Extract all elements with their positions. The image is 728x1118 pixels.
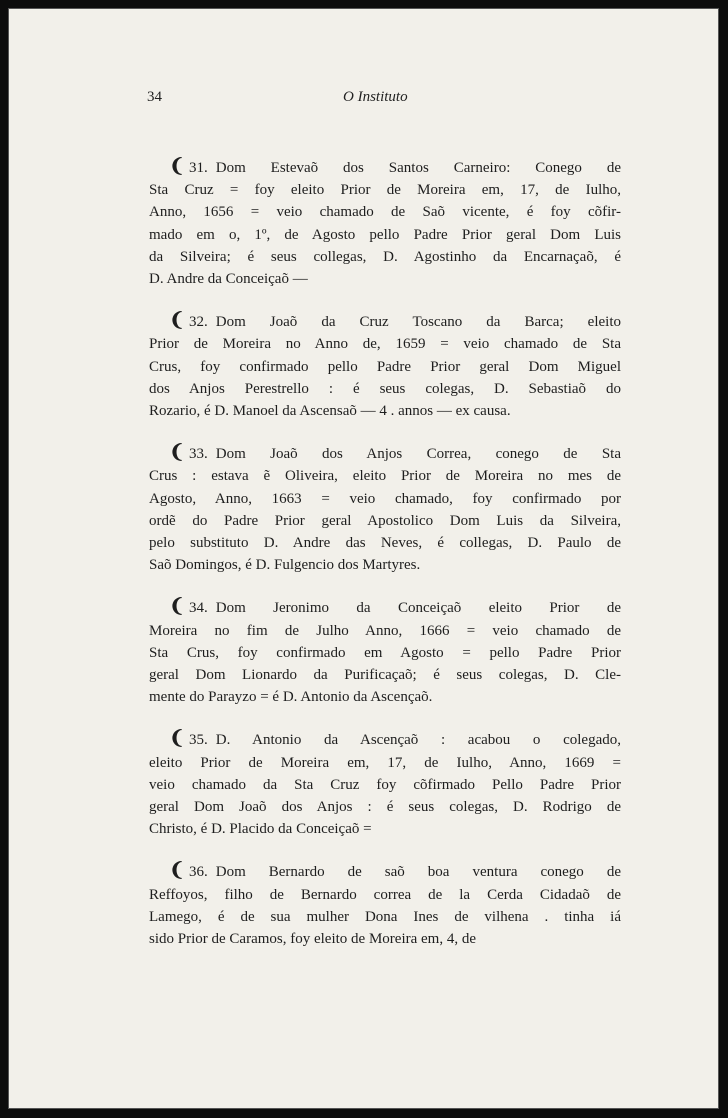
text-line <box>149 686 621 708</box>
line-text: Saõ Domingos, é D. Fulgencio dos Martyres. <box>149 557 421 574</box>
entry-number: 34. <box>189 600 208 617</box>
line-text: Crus, foy confirmado pello Padre Prior geral Dom Miguel <box>149 358 621 375</box>
line-text: geral Dom Lionardo da Purificaçaõ; é seus colegas, D. Cle- <box>149 667 621 684</box>
entry-paragraph <box>149 443 621 576</box>
text-line <box>149 597 621 619</box>
text-line <box>149 884 621 906</box>
text-line <box>149 774 621 796</box>
text-line <box>149 488 621 510</box>
line-text: D. Andre da Conceiçaõ — <box>149 271 308 288</box>
paragraph-mark-icon: ❨ <box>169 442 185 464</box>
body-text <box>149 157 621 971</box>
text-line <box>149 861 621 883</box>
line-text: ordẽ do Padre Prior geral Apostolico Dom Luis da Silveira, <box>149 512 621 529</box>
entry-paragraph <box>149 311 621 422</box>
page-header <box>147 89 617 111</box>
line-text: Lamego, é de sua mulher Dona Ines de vilhena . tinha iá <box>149 908 621 925</box>
line-text: mente do Parayzo = é D. Antonio da Ascençaõ. <box>149 689 433 706</box>
entry-number: 31. <box>189 160 208 176</box>
line-text: Dom Joaõ da Cruz Toscano da Barca; eleito <box>215 314 621 331</box>
line-text: Dom Jeronimo da Conceiçaõ eleito Prior de <box>215 600 621 617</box>
line-text: Reffoyos, filho de Bernardo correa de la Cerda Cidadaõ de <box>149 886 621 903</box>
entry-number: 32. <box>189 314 208 331</box>
line-text: Sta Crus, foy confirmado em Agosto = pello Padre Prior <box>149 644 621 661</box>
text-line <box>149 818 621 840</box>
text-line <box>149 532 621 554</box>
line-text: Dom Bernardo de saõ boa ventura conego de <box>215 864 621 881</box>
entry-paragraph <box>149 861 621 950</box>
text-line <box>149 246 621 268</box>
running-title: O Instituto <box>343 89 408 105</box>
line-text: mado em o, 1º, de Agosto pello Padre Prior geral Dom Luis <box>149 226 621 243</box>
text-line <box>149 157 621 179</box>
paragraph-mark-icon: ❨ <box>169 728 185 750</box>
text-line <box>149 752 621 774</box>
paragraph-mark-icon: ❨ <box>169 310 185 332</box>
line-text: Crus : estava ẽ Oliveira, eleito Prior de Moreira no mes de <box>149 468 621 485</box>
entry-number: 33. <box>189 446 208 463</box>
line-text: Agosto, Anno, 1663 = veio chamado, foy confirmado por <box>149 490 621 507</box>
text-line <box>149 906 621 928</box>
line-text: Prior de Moreira no Anno de, 1659 = veio chamado de Sta <box>149 336 621 353</box>
entry-paragraph <box>149 597 621 708</box>
line-text: dos Anjos Perestrello : é seus colegas, D. Sebastiaõ do <box>149 380 621 397</box>
page-number: 34 <box>147 89 162 105</box>
line-text: geral Dom Joaõ dos Anjos : é seus colegas, D. Rodrigo de <box>149 799 621 816</box>
text-line <box>149 400 621 422</box>
line-text: Moreira no fim de Julho Anno, 1666 = veio chamado de <box>149 622 621 639</box>
line-text: pelo substituto D. Andre das Neves, é collegas, D. Paulo de <box>149 535 621 552</box>
paragraph-mark-icon: ❨ <box>169 860 185 882</box>
line-text: Christo, é D. Placido da Conceiçaõ = <box>149 821 372 838</box>
text-line <box>149 356 621 378</box>
text-line <box>149 620 621 642</box>
text-line <box>149 510 621 532</box>
text-line <box>149 268 621 290</box>
line-text: sido Prior de Caramos, foy eleito de Moreira em, 4, de <box>149 931 476 948</box>
entry-number: 35. <box>189 732 208 749</box>
text-line <box>149 642 621 664</box>
text-line <box>149 729 621 751</box>
text-line <box>149 465 621 487</box>
line-text: Sta Cruz = foy eleito Prior de Moreira em, 17, de Iulho, <box>149 182 621 199</box>
text-line <box>149 928 621 950</box>
text-line <box>149 554 621 576</box>
text-line <box>149 333 621 355</box>
entry-paragraph <box>149 729 621 840</box>
paragraph-mark-icon: ❨ <box>169 156 185 177</box>
line-text: Dom Joaõ dos Anjos Correa, conego de Sta <box>215 446 621 463</box>
text-line <box>149 443 621 465</box>
text-line <box>149 378 621 400</box>
text-line <box>149 224 621 246</box>
line-text: D. Antonio da Ascençaõ : acabou o colegado, <box>215 732 621 749</box>
line-text: Dom Estevaõ dos Santos Carneiro: Conego de <box>215 160 621 176</box>
text-line <box>149 201 621 223</box>
entry-number: 36. <box>189 864 208 881</box>
text-line <box>149 664 621 686</box>
text-line <box>149 311 621 333</box>
text-line <box>149 179 621 201</box>
paragraph-mark-icon: ❨ <box>169 596 185 618</box>
line-text: veio chamado da Sta Cruz foy cõfirmado Pello Padre Prior <box>149 776 621 793</box>
line-text: Rozario, é D. Manoel da Ascensaõ — 4 . annos — ex causa. <box>149 403 511 420</box>
line-text: Anno, 1656 = veio chamado de Saõ vicente, é foy cõfir- <box>149 204 621 221</box>
text-line <box>149 796 621 818</box>
entry-paragraph <box>149 157 621 290</box>
line-text: eleito Prior de Moreira em, 17, de Iulho, Anno, 1669 = <box>149 754 621 771</box>
line-text: da Silveira; é seus collegas, D. Agostinho da Encarnaçaõ, é <box>149 248 621 265</box>
book-page <box>8 8 719 1109</box>
